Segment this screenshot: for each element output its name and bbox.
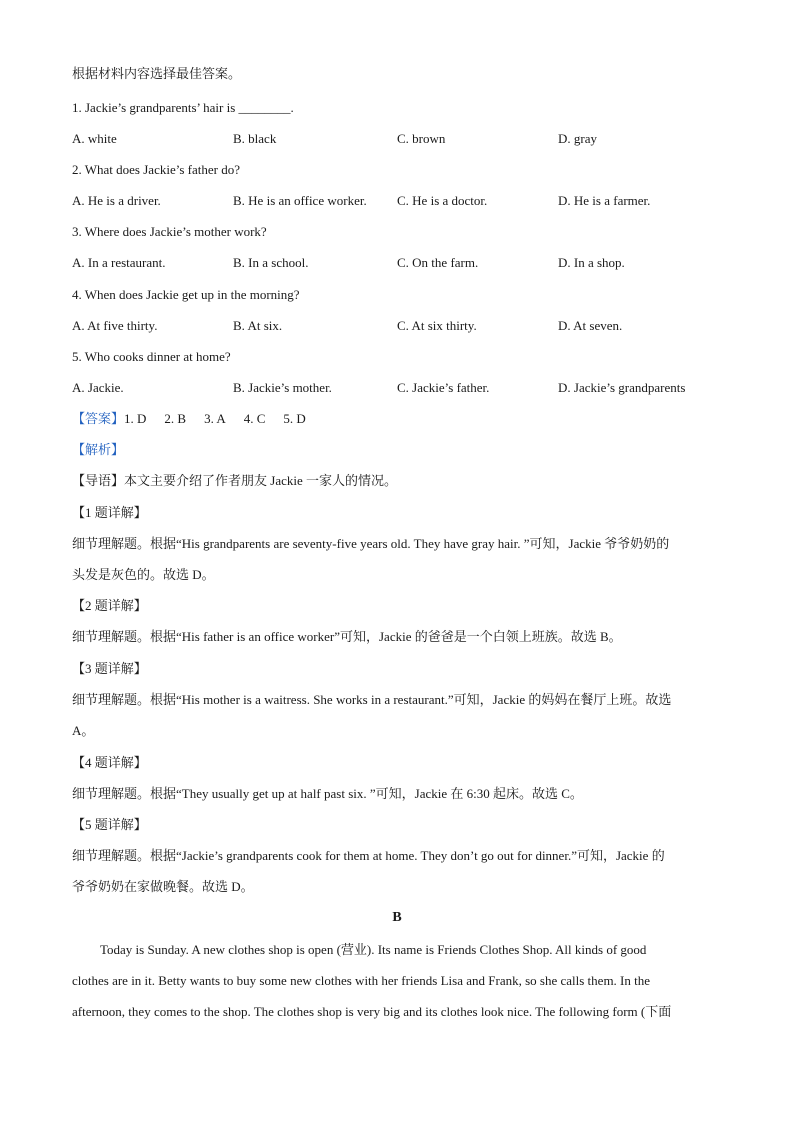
passage-line-1: Today is Sunday. A new clothes shop is open (营业). Its name is Friends Clothes Shop. All kinds of good (100, 942, 647, 957)
answer-item: 1. D (124, 411, 147, 426)
answer-item: 3. A (204, 411, 226, 426)
q4-option-a: A. At five thirty. (72, 318, 158, 333)
q4-option-b: B. At six. (233, 318, 283, 333)
detail-2-line-1: 细节理解题。根据“His father is an office worker”可知，Jackie 的爸爸是一个白领上班族。故选 B。 (72, 629, 622, 644)
question-5: 5. Who cooks dinner at home? (72, 349, 231, 364)
detail-3-line-1: 细节理解题。根据“His mother is a waitress. She works in a restaurant.”可知，Jackie 的妈妈在餐厅上班。故选 (72, 692, 672, 707)
detail-1-line-1: 细节理解题。根据“His grandparents are seventy-five years old. They have gray hair. ”可知，Jackie 爷爷奶奶的 (72, 536, 670, 551)
q3-option-b: B. In a school. (233, 255, 309, 270)
question-2: 2. What does Jackie’s father do? (72, 162, 240, 177)
answer-label: 【答案】 (72, 411, 125, 426)
q5-option-b: B. Jackie’s mother. (233, 380, 332, 395)
q1-option-b: B. black (233, 131, 277, 146)
answer-item: 2. B (164, 411, 187, 426)
answer-item: 5. D (283, 411, 306, 426)
q1-option-d: D. gray (558, 131, 597, 146)
q5-option-c: C. Jackie’s father. (397, 380, 490, 395)
answer-item: 4. C (243, 411, 266, 426)
detail-5-line-1: 细节理解题。根据“Jackie’s grandparents cook for them at home. They don’t go out for dinner.”可知，Jackie 的 (72, 848, 665, 863)
guide-text: 本文主要介绍了作者朋友 Jackie 一家人的情况。 (124, 473, 397, 488)
passage-line-3: afternoon, they comes to the shop. The clothes shop is very big and its clothes look nice. The following form (下面 (72, 1004, 672, 1019)
q4-option-c: C. At six thirty. (397, 318, 477, 333)
guide-label: 【导语】 (72, 473, 125, 488)
q3-option-a: A. In a restaurant. (72, 255, 166, 270)
question-4: 4. When does Jackie get up in the morning? (72, 287, 300, 302)
q2-option-b: B. He is an office worker. (233, 193, 367, 208)
detail-5-label: 【5 题详解】 (72, 817, 147, 832)
detail-1-label: 【1 题详解】 (72, 505, 147, 520)
passage-line-2: clothes are in it. Betty wants to buy some new clothes with her friends Lisa and Frank, so she calls them. In the (72, 973, 651, 988)
detail-4-label: 【4 题详解】 (72, 755, 147, 770)
question-1: 1. Jackie’s grandparents’ hair is ________. (72, 100, 294, 115)
detail-3-line-2: A。 (72, 723, 95, 738)
q3-option-c: C. On the farm. (397, 255, 479, 270)
detail-2-label: 【2 题详解】 (72, 598, 147, 613)
instruction: 根据材料内容选择最佳答案。 (72, 66, 242, 81)
detail-5-line-2: 爷爷奶奶在家做晚餐。故选 D。 (72, 879, 254, 894)
answer-line (72, 411, 324, 427)
q2-option-a: A. He is a driver. (72, 193, 161, 208)
detail-4-line-1: 细节理解题。根据“They usually get up at half past six. ”可知，Jackie 在 6:30 起床。故选 C。 (72, 786, 583, 801)
q5-option-d: D. Jackie’s grandparents (558, 380, 686, 395)
section-b-heading: B (392, 910, 402, 925)
q3-option-d: D. In a shop. (558, 255, 625, 270)
q2-option-d: D. He is a farmer. (558, 193, 651, 208)
q5-option-a: A. Jackie. (72, 380, 124, 395)
q1-option-c: C. brown (397, 131, 446, 146)
detail-1-line-2: 头发是灰色的。故选 D。 (72, 567, 215, 582)
question-3: 3. Where does Jackie’s mother work? (72, 224, 267, 239)
detail-3-label: 【3 题详解】 (72, 661, 147, 676)
guide-line (72, 473, 397, 489)
q4-option-d: D. At seven. (558, 318, 623, 333)
analysis-label: 【解析】 (72, 442, 125, 457)
q2-option-c: C. He is a doctor. (397, 193, 488, 208)
q1-option-a: A. white (72, 131, 117, 146)
